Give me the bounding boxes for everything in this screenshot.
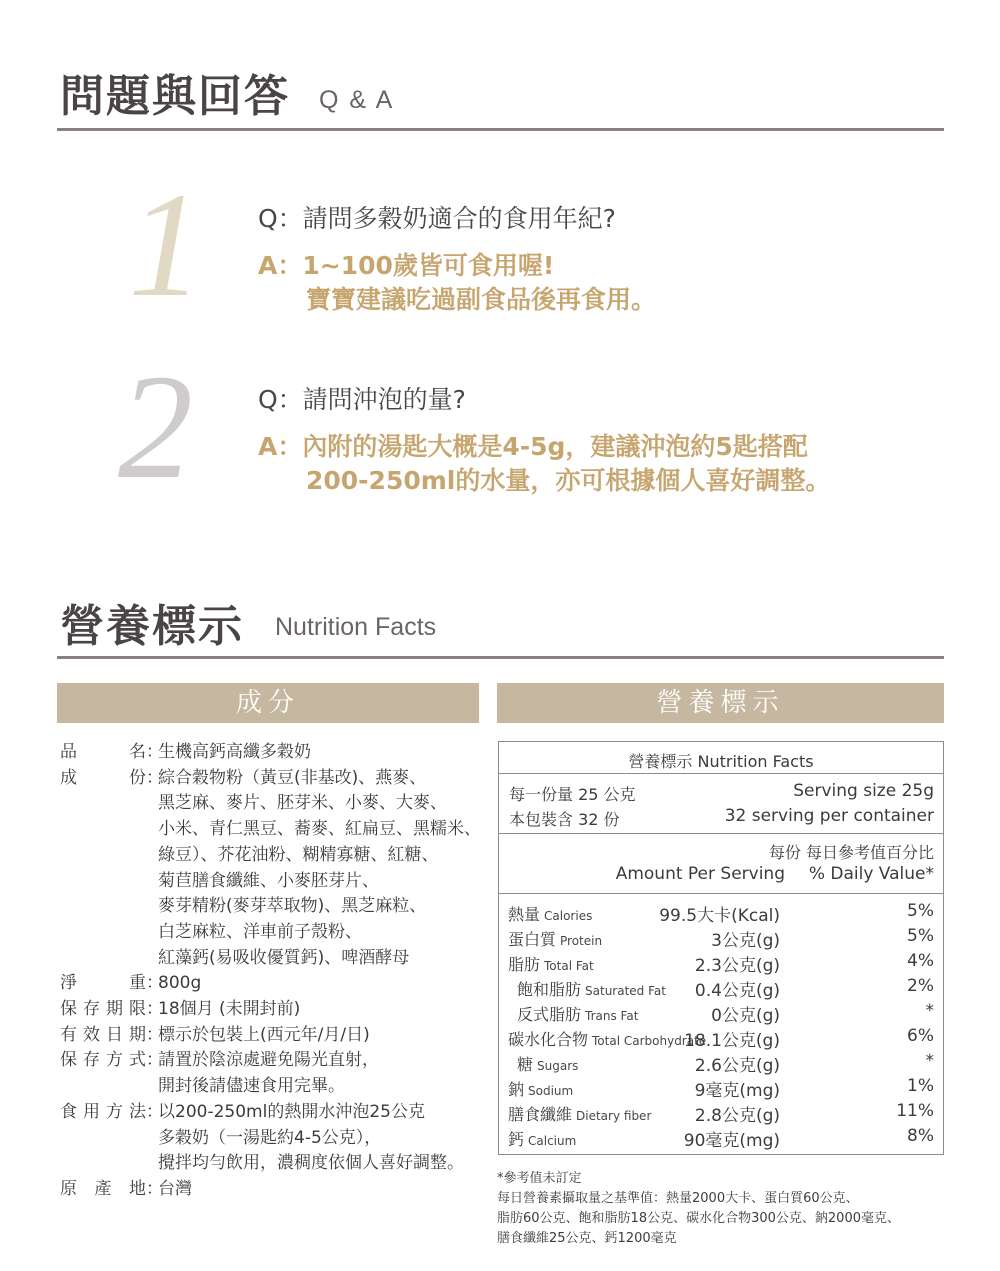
nf-row-name-en: Sugars: [537, 1059, 579, 1073]
nutrition-subtitle: Nutrition Facts: [275, 613, 437, 641]
nf-row-dv: 8%: [907, 1126, 934, 1146]
ingredient-label-char: 式: [129, 1050, 146, 1071]
ingredient-label-char: 法: [129, 1101, 146, 1122]
ingredient-value-cont: 攪拌均勻飲用，濃稠度依個人喜好調整。: [158, 1153, 464, 1174]
ingredient-colon: ：: [146, 1178, 163, 1199]
nf-row-amount: 2.3公克(g): [694, 956, 780, 976]
ingredient-label-char: 地: [129, 1178, 146, 1199]
qa-number-1: 1: [128, 162, 203, 328]
ingredient-value: 18個月 (未開封前): [158, 999, 301, 1020]
nf-divider-1: [499, 773, 943, 774]
qa-answer-1-line2: 寶寶建議吃過副食品後再食用。: [306, 285, 657, 314]
nf-row-name-zh: 鈣: [508, 1130, 525, 1149]
nf-row-dv: 6%: [907, 1026, 934, 1046]
nf-row-label: [508, 902, 592, 925]
nf-row-label: [517, 1002, 638, 1025]
nutrition-title-rule: [57, 656, 944, 659]
nf-row-name-en: Sodium: [528, 1084, 574, 1098]
ingredient-value: 請置於陰涼處避免陽光直射，: [158, 1050, 379, 1071]
nf-row-dv: 11%: [896, 1101, 934, 1121]
ingredient-label-char: 食: [60, 1101, 77, 1122]
nf-row-amount: 0.4公克(g): [694, 981, 780, 1001]
qa-question-1: Q：請問多穀奶適合的食用年紀?: [258, 204, 616, 233]
nf-row-label: [508, 1027, 706, 1050]
ingredient-label: [60, 766, 146, 792]
nf-row-label: [517, 977, 666, 1000]
ingredient-value: 生機高鈣高纖多穀奶: [158, 742, 311, 762]
ingredient-label-char: 日: [106, 1024, 123, 1045]
nf-row-dv: 4%: [907, 951, 934, 971]
nf-row-label: [508, 1102, 651, 1125]
nf-row-name-zh: 脂肪: [508, 955, 541, 974]
ingredient-label-char: 保: [60, 999, 77, 1020]
ingredient-label-char: 存: [83, 1050, 100, 1071]
qa-question-2: Q：請問沖泡的量?: [258, 385, 466, 414]
ingredient-row: [60, 766, 490, 792]
nf-row-name-en: Calories: [544, 909, 593, 923]
nf-row-name-zh: 碳水化合物: [508, 1030, 589, 1049]
ingredient-value-cont: 多穀奶（一湯匙約4-5公克），: [158, 1127, 382, 1148]
nf-row-name-zh: 反式脂肪: [517, 1005, 582, 1024]
qa-answer-1-line1: A：1~100歲皆可食用喔!: [258, 251, 555, 280]
nf-row-name-zh: 糖: [517, 1055, 534, 1074]
nf-row-dv: 5%: [907, 926, 934, 946]
nf-servings-zh: 本包裝含 32 份: [509, 810, 620, 829]
ingredients-band: 成分: [57, 683, 479, 723]
ingredient-row: [60, 1023, 490, 1049]
nf-serving-size-en: Serving size 25g: [793, 781, 934, 801]
ingredient-row: [60, 740, 490, 766]
nf-divider-2: [499, 833, 943, 834]
qa-number-2: 2: [118, 344, 193, 510]
ingredient-label-char: 原: [60, 1178, 77, 1199]
ingredient-label: [60, 740, 146, 766]
ingredient-colon: ：: [146, 767, 163, 788]
nf-row-amount: 0公克(g): [711, 1006, 780, 1026]
nf-header: 營養標示 Nutrition Facts: [628, 752, 814, 771]
nf-row-name-en: Trans Fat: [585, 1009, 639, 1023]
nf-row-dv: *: [925, 1051, 934, 1071]
ingredient-label-char: 淨: [60, 973, 77, 994]
nf-footnote-line: *參考值未訂定: [497, 1171, 582, 1186]
nf-row-amount: 3公克(g): [711, 931, 780, 951]
ingredient-label: [60, 971, 146, 997]
nf-row-name-zh: 膳食纖維: [508, 1105, 573, 1124]
nf-row-label: [517, 1052, 578, 1075]
nf-row-name-zh: 蛋白質: [508, 930, 557, 949]
ingredient-label-char: 份: [129, 767, 146, 788]
ingredient-label-char: 重: [129, 973, 146, 994]
ingredient-label-char: 保: [60, 1050, 77, 1071]
nf-row-name-en: Calcium: [528, 1134, 577, 1148]
ingredient-colon: ：: [146, 973, 163, 994]
ingredient-value: 綜合穀物粉（黃豆(非基改)、燕麥、: [158, 767, 427, 788]
nf-row-name-en: Saturated Fat: [585, 984, 666, 998]
ingredient-value-cont: 黑芝麻、麥片、胚芽米、小麥、大麥、: [158, 793, 447, 814]
ingredient-label-char: 期: [129, 1024, 146, 1045]
nf-footnote-line: 脂肪60公克、飽和脂肪18公克、碳水化合物300公克、鈉2000毫克、: [497, 1211, 900, 1226]
nf-row-label: [508, 1077, 573, 1100]
nf-serving-size-zh: 每一份量 25 公克: [509, 785, 636, 804]
qa-title-rule: [57, 128, 944, 131]
ingredient-label-char: 存: [83, 999, 100, 1020]
nf-row-label: [508, 952, 594, 975]
qa-answer-2-line1: A：內附的湯匙大概是4-5g，建議沖泡約5匙搭配: [258, 432, 808, 461]
ingredient-label-char: 有: [60, 1024, 77, 1045]
nf-col-head-dv: % Daily Value*: [808, 864, 934, 884]
ingredient-colon: ：: [146, 999, 163, 1020]
ingredient-row: [60, 1100, 490, 1126]
nf-col-head-amount: Amount Per Serving: [615, 864, 785, 884]
ingredient-row: [60, 1048, 490, 1074]
nf-row-name-en: Total Carbohydrate: [592, 1034, 707, 1048]
ingredient-value-cont: 紅藻鈣(易吸收優質鈣)、啤酒酵母: [158, 947, 410, 968]
ingredient-value-cont: 開封後請儘速食用完畢。: [158, 1076, 345, 1097]
ingredient-label-char: 方: [106, 1101, 123, 1122]
qa-title: 問題與回答: [60, 71, 290, 122]
nf-row-dv: 2%: [907, 976, 934, 996]
ingredient-colon: ：: [146, 1024, 163, 1045]
nf-row-amount: 2.6公克(g): [694, 1056, 780, 1076]
qa-answer-2-line2: 200-250ml的水量，亦可根據個人喜好調整。: [306, 466, 831, 495]
ingredients-list: [60, 740, 490, 1203]
ingredient-row: [60, 997, 490, 1023]
nf-row-amount: 90毫克(mg): [683, 1131, 780, 1151]
nf-row-name-en: Dietary fiber: [576, 1109, 652, 1123]
nf-row-label: [508, 927, 602, 950]
ingredient-label: [60, 1100, 146, 1126]
nf-row-dv: 1%: [907, 1076, 934, 1096]
nf-row-amount: 2.8公克(g): [694, 1106, 780, 1126]
nf-row-name-en: Protein: [560, 934, 603, 948]
ingredient-value-cont: 麥芽精粉(麥芽萃取物)、黑芝麻粒、: [158, 896, 427, 917]
ingredient-value: 台灣: [158, 1178, 192, 1199]
nf-row-name-zh: 鈉: [508, 1080, 525, 1099]
ingredient-row: [60, 971, 490, 997]
ingredient-value: 以200-250ml的熱開水沖泡25公克: [158, 1101, 425, 1122]
ingredient-value: 標示於包裝上(西元年/月/日): [158, 1024, 370, 1045]
nf-col-head-zh: 每份 每日參考值百分比: [768, 843, 934, 862]
nf-row-label: [508, 1127, 576, 1150]
nutrition-facts-band: 營養標示: [497, 683, 944, 723]
nf-row-amount: 18.1公克(g): [684, 1031, 780, 1051]
nf-row-dv: 5%: [907, 901, 934, 921]
nf-servings-en: 32 serving per container: [724, 806, 934, 826]
ingredient-label: [60, 1177, 146, 1203]
ingredient-label: [60, 1048, 146, 1074]
nf-footnote-line: 每日營養素攝取量之基準值：熱量2000大卡、蛋白質60公克、: [497, 1191, 859, 1206]
nutrition-facts-table: [498, 741, 944, 1155]
nf-row-name-en: Total Fat: [544, 959, 594, 973]
ingredient-label-char: 成: [60, 767, 77, 788]
nutrition-title: 營養標示: [60, 601, 244, 652]
ingredient-label-char: 限: [129, 999, 146, 1020]
nf-footnote-line: 膳食纖維25公克、鈣1200毫克: [497, 1231, 677, 1246]
qa-subtitle: Q & A: [319, 86, 395, 114]
ingredient-label-char: 效: [83, 1024, 100, 1045]
ingredient-colon: ：: [146, 1101, 163, 1122]
ingredient-label-char: 用: [83, 1101, 100, 1122]
ingredient-label: [60, 1023, 146, 1049]
ingredient-value-cont: 菊苣膳食纖維、小麥胚芽片、: [158, 870, 379, 891]
ingredient-label-char: 品: [60, 742, 77, 762]
ingredient-label: [60, 997, 146, 1023]
nf-row-amount: 99.5大卡(Kcal): [659, 906, 780, 926]
ingredient-colon: ：: [146, 742, 163, 762]
ingredient-value-cont: 白芝麻粒、洋車前子殼粉、: [158, 921, 362, 942]
ingredient-label-char: 名: [129, 742, 146, 762]
nf-row-amount: 9毫克(mg): [694, 1081, 780, 1101]
ingredient-value-cont: 綠豆）、芥花油粉、糊精寡糖、紅糖、: [158, 844, 439, 865]
ingredient-colon: ：: [146, 1050, 163, 1071]
nf-row-dv: *: [925, 1001, 934, 1021]
nf-divider-3: [499, 893, 943, 894]
ingredient-label-char: 期: [106, 999, 123, 1020]
ingredient-value-cont: 小米、青仁黑豆、蕎麥、紅扁豆、黑糯米、: [158, 819, 481, 840]
nf-row-name-zh: 飽和脂肪: [517, 980, 582, 999]
ingredient-row: [60, 1177, 490, 1203]
ingredient-value: 800g: [158, 973, 202, 994]
nf-row-name-zh: 熱量: [508, 905, 541, 924]
ingredient-label-char: 方: [106, 1050, 123, 1071]
ingredient-label-char: 產: [94, 1178, 112, 1199]
